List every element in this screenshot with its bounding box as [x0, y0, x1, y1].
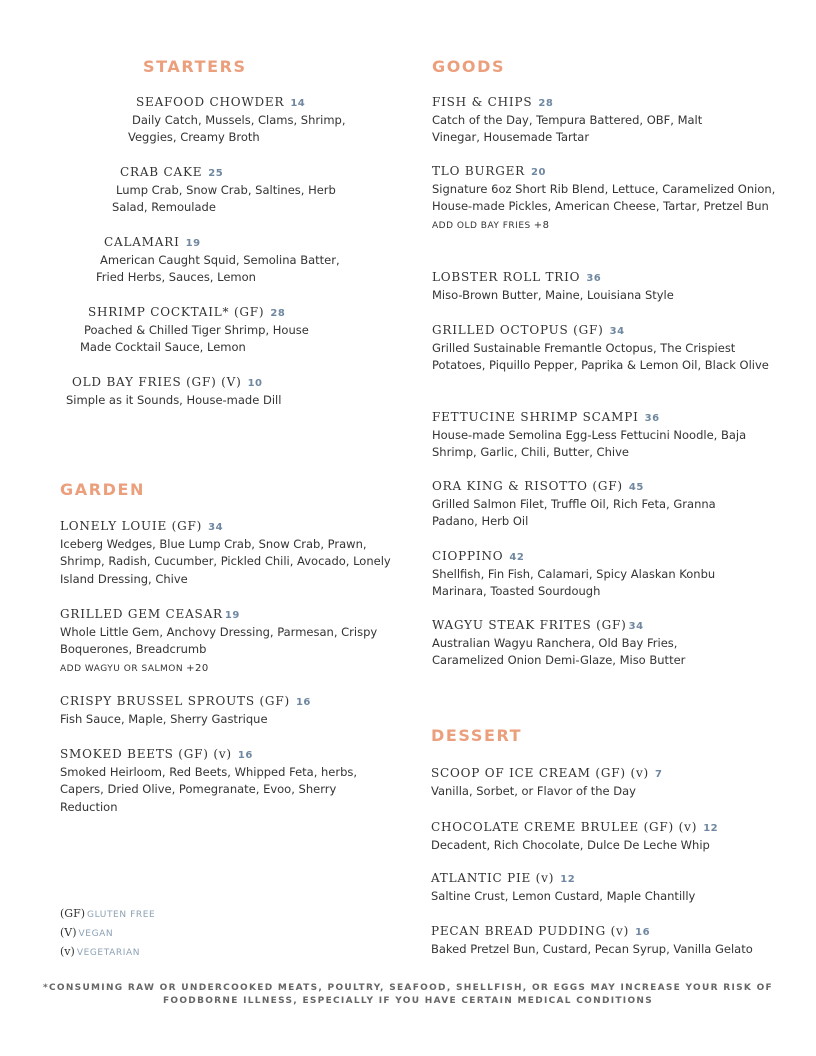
item-description: Made Cocktail Sauce, Lemon: [80, 340, 246, 355]
legend-row-gluten-free: (GF) GLUTEN FREE: [60, 907, 156, 920]
item-price: 28: [270, 308, 286, 319]
item-name: CHOCOLATE CREME BRULEE (GF) (v): [431, 820, 698, 834]
menu-item-crispy-brussel-sprouts: [60, 693, 400, 728]
item-price: 16: [635, 927, 651, 938]
item-description: Daily Catch, Mussels, Clams, Shrimp,: [132, 113, 346, 127]
item-name: CALAMARI: [104, 235, 180, 249]
item-description: Decadent, Rich Chocolate, Dulce De Leche Whip: [431, 838, 710, 852]
item-price: 19: [185, 238, 201, 249]
item-addon: ADD WAGYU OR SALMON +20: [60, 662, 209, 674]
item-description: Lump Crab, Snow Crab, Saltines, Herb: [116, 183, 336, 197]
item-name: SEAFOOD CHOWDER: [136, 95, 285, 109]
item-price: 34: [208, 522, 224, 533]
garden-title: GARDEN: [60, 480, 146, 499]
item-name: LONELY LOUIE (GF): [60, 519, 203, 533]
item-price: 36: [586, 273, 602, 284]
item-price: 19: [224, 610, 240, 621]
item-description: Veggies, Creamy Broth: [128, 130, 260, 145]
menu-item-scoop-of-ice-cream: [431, 765, 776, 800]
starters-title: STARTERS: [143, 57, 247, 76]
item-price: 45: [628, 482, 644, 493]
item-description: Signature 6oz Short Rib Blend, Lettuce, Caramelized Onion, House-made Pickles, American Cheese, Tartar, Pretzel Bun: [432, 182, 776, 214]
menu-item-seafood-chowder: [128, 94, 345, 147]
menu-item-smoked-beets: [60, 746, 380, 816]
item-price: 16: [237, 750, 253, 761]
item-description: Poached & Chilled Tiger Shrimp, House: [84, 323, 309, 337]
item-description: Vanilla, Sorbet, or Flavor of the Day: [431, 784, 636, 798]
item-name: GRILLED OCTOPUS (GF): [432, 323, 604, 337]
legend-row-vegan: (V) VEGAN: [60, 926, 114, 939]
item-description: American Caught Squid, Semolina Batter,: [100, 253, 340, 267]
item-price: 20: [530, 167, 546, 178]
menu-item-pecan-bread-pudding: [431, 923, 776, 958]
item-description: Catch of the Day, Tempura Battered, OBF, Malt Vinegar, Housemade Tartar: [432, 113, 703, 145]
dietary-legend: [60, 905, 155, 962]
disclaimer-line-2: FOODBORNE ILLNESS, ESPECIALLY IF YOU HAVE CERTAIN MEDICAL CONDITIONS: [162, 996, 654, 1006]
item-description: Smoked Heirloom, Red Beets, Whipped Feta, herbs, Capers, Dried Olive, Pomegranate, Evoo, Sherry Reduction: [60, 765, 358, 814]
item-price: 7: [655, 769, 663, 780]
item-price: 12: [703, 823, 719, 834]
menu-item-ora-king-risotto: [432, 478, 762, 531]
item-name: PECAN BREAD PUDDING (v): [431, 924, 630, 938]
item-name: FISH & CHIPS: [432, 95, 533, 109]
item-price: 12: [560, 874, 576, 885]
item-description: Iceberg Wedges, Blue Lump Crab, Snow Crab, Prawn, Shrimp, Radish, Cucumber, Pickled Chili, Avocado, Lonely Island Dressing, Chive: [60, 537, 391, 586]
menu-item-chocolate-creme-brulee: [431, 819, 776, 854]
menu-item-grilled-gem-ceasar: [60, 606, 400, 678]
menu-item-lobster-roll-trio: [432, 269, 777, 304]
item-price: 34: [628, 621, 644, 632]
food-safety-disclaimer: [0, 982, 816, 1008]
menu-item-atlantic-pie: [431, 870, 776, 905]
item-description: Simple as it Sounds, House-made Dill: [66, 393, 282, 407]
dessert-title: DESSERT: [431, 726, 523, 745]
item-price: 28: [538, 98, 554, 109]
item-description: Miso-Brown Butter, Maine, Louisiana Style: [432, 288, 674, 302]
menu-item-old-bay-fries: [66, 374, 281, 409]
item-description: Fish Sauce, Maple, Sherry Gastrique: [60, 712, 268, 726]
item-name: GRILLED GEM CEASAR: [60, 607, 223, 621]
item-price: 14: [290, 98, 306, 109]
menu-item-wagyu-steak-frites: [432, 617, 752, 670]
item-name: TLO BURGER: [432, 164, 525, 178]
menu-item-grilled-octopus: [432, 322, 777, 375]
item-description: Baked Pretzel Bun, Custard, Pecan Syrup, Vanilla Gelato: [431, 942, 753, 956]
item-description: Grilled Salmon Filet, Truffle Oil, Rich Feta, Granna Padano, Herb Oil: [432, 497, 716, 529]
disclaimer-line-1: *CONSUMING RAW OR UNDERCOOKED MEATS, POULTRY, SEAFOOD, SHELLFISH, OR EGGS MAY INCREASE YOUR RISK OF: [42, 983, 774, 993]
item-name: CIOPPINO: [432, 549, 504, 563]
item-name: LOBSTER ROLL TRIO: [432, 270, 581, 284]
item-price: 34: [609, 326, 625, 337]
menu-item-fish-and-chips: [432, 94, 742, 147]
item-description: Salad, Remoulade: [112, 200, 216, 215]
item-description: Fried Herbs, Sauces, Lemon: [96, 270, 256, 285]
item-name: SCOOP OF ICE CREAM (GF) (v): [431, 766, 650, 780]
item-addon: ADD OLD BAY FRIES +8: [432, 219, 550, 231]
item-description: Grilled Sustainable Fremantle Octopus, The Crispiest Potatoes, Piquillo Pepper, Paprika & Lemon Oil, Black Olive: [432, 341, 769, 373]
item-description: Shellfish, Fin Fish, Calamari, Spicy Alaskan Konbu Marinara, Toasted Sourdough: [432, 567, 716, 599]
menu-item-tlo-burger: [432, 163, 777, 235]
item-name: CRISPY BRUSSEL SPROUTS (GF): [60, 694, 290, 708]
item-price: 42: [509, 552, 525, 563]
item-name: FETTUCINE SHRIMP SCAMPI: [432, 410, 639, 424]
menu-item-crab-cake: [112, 164, 336, 217]
item-description: Whole Little Gem, Anchovy Dressing, Parmesan, Crispy Boquerones, Breadcrumb: [60, 625, 378, 657]
item-name: SHRIMP COCKTAIL* (GF): [88, 305, 265, 319]
item-name: WAGYU STEAK FRITES (GF): [432, 618, 627, 632]
menu-item-fettucine-shrimp-scampi: [432, 409, 772, 462]
item-description: Saltine Crust, Lemon Custard, Maple Chantilly: [431, 889, 696, 903]
item-description: Australian Wagyu Ranchera, Old Bay Fries, Caramelized Onion Demi-Glaze, Miso Butter: [432, 636, 686, 668]
item-description: House-made Semolina Egg-Less Fettucini Noodle, Baja Shrimp, Garlic, Chili, Butter, Chive: [432, 428, 747, 460]
item-price: 25: [208, 168, 224, 179]
item-name: OLD BAY FRIES (GF) (V): [72, 375, 242, 389]
item-price: 36: [644, 413, 660, 424]
legend-row-vegetarian: (v) VEGETARIAN: [60, 945, 141, 958]
item-name: ORA KING & RISOTTO (GF): [432, 479, 623, 493]
menu-item-lonely-louie: [60, 518, 405, 588]
item-name: CRAB CAKE: [120, 165, 203, 179]
menu-item-calamari: [96, 234, 340, 287]
item-price: 10: [247, 378, 263, 389]
goods-title: GOODS: [432, 57, 506, 76]
menu-item-cioppino: [432, 548, 762, 601]
menu-item-shrimp-cocktail: [80, 304, 309, 357]
item-price: 16: [295, 697, 311, 708]
item-name: ATLANTIC PIE (v): [431, 871, 555, 885]
item-name: SMOKED BEETS (GF) (v): [60, 747, 232, 761]
